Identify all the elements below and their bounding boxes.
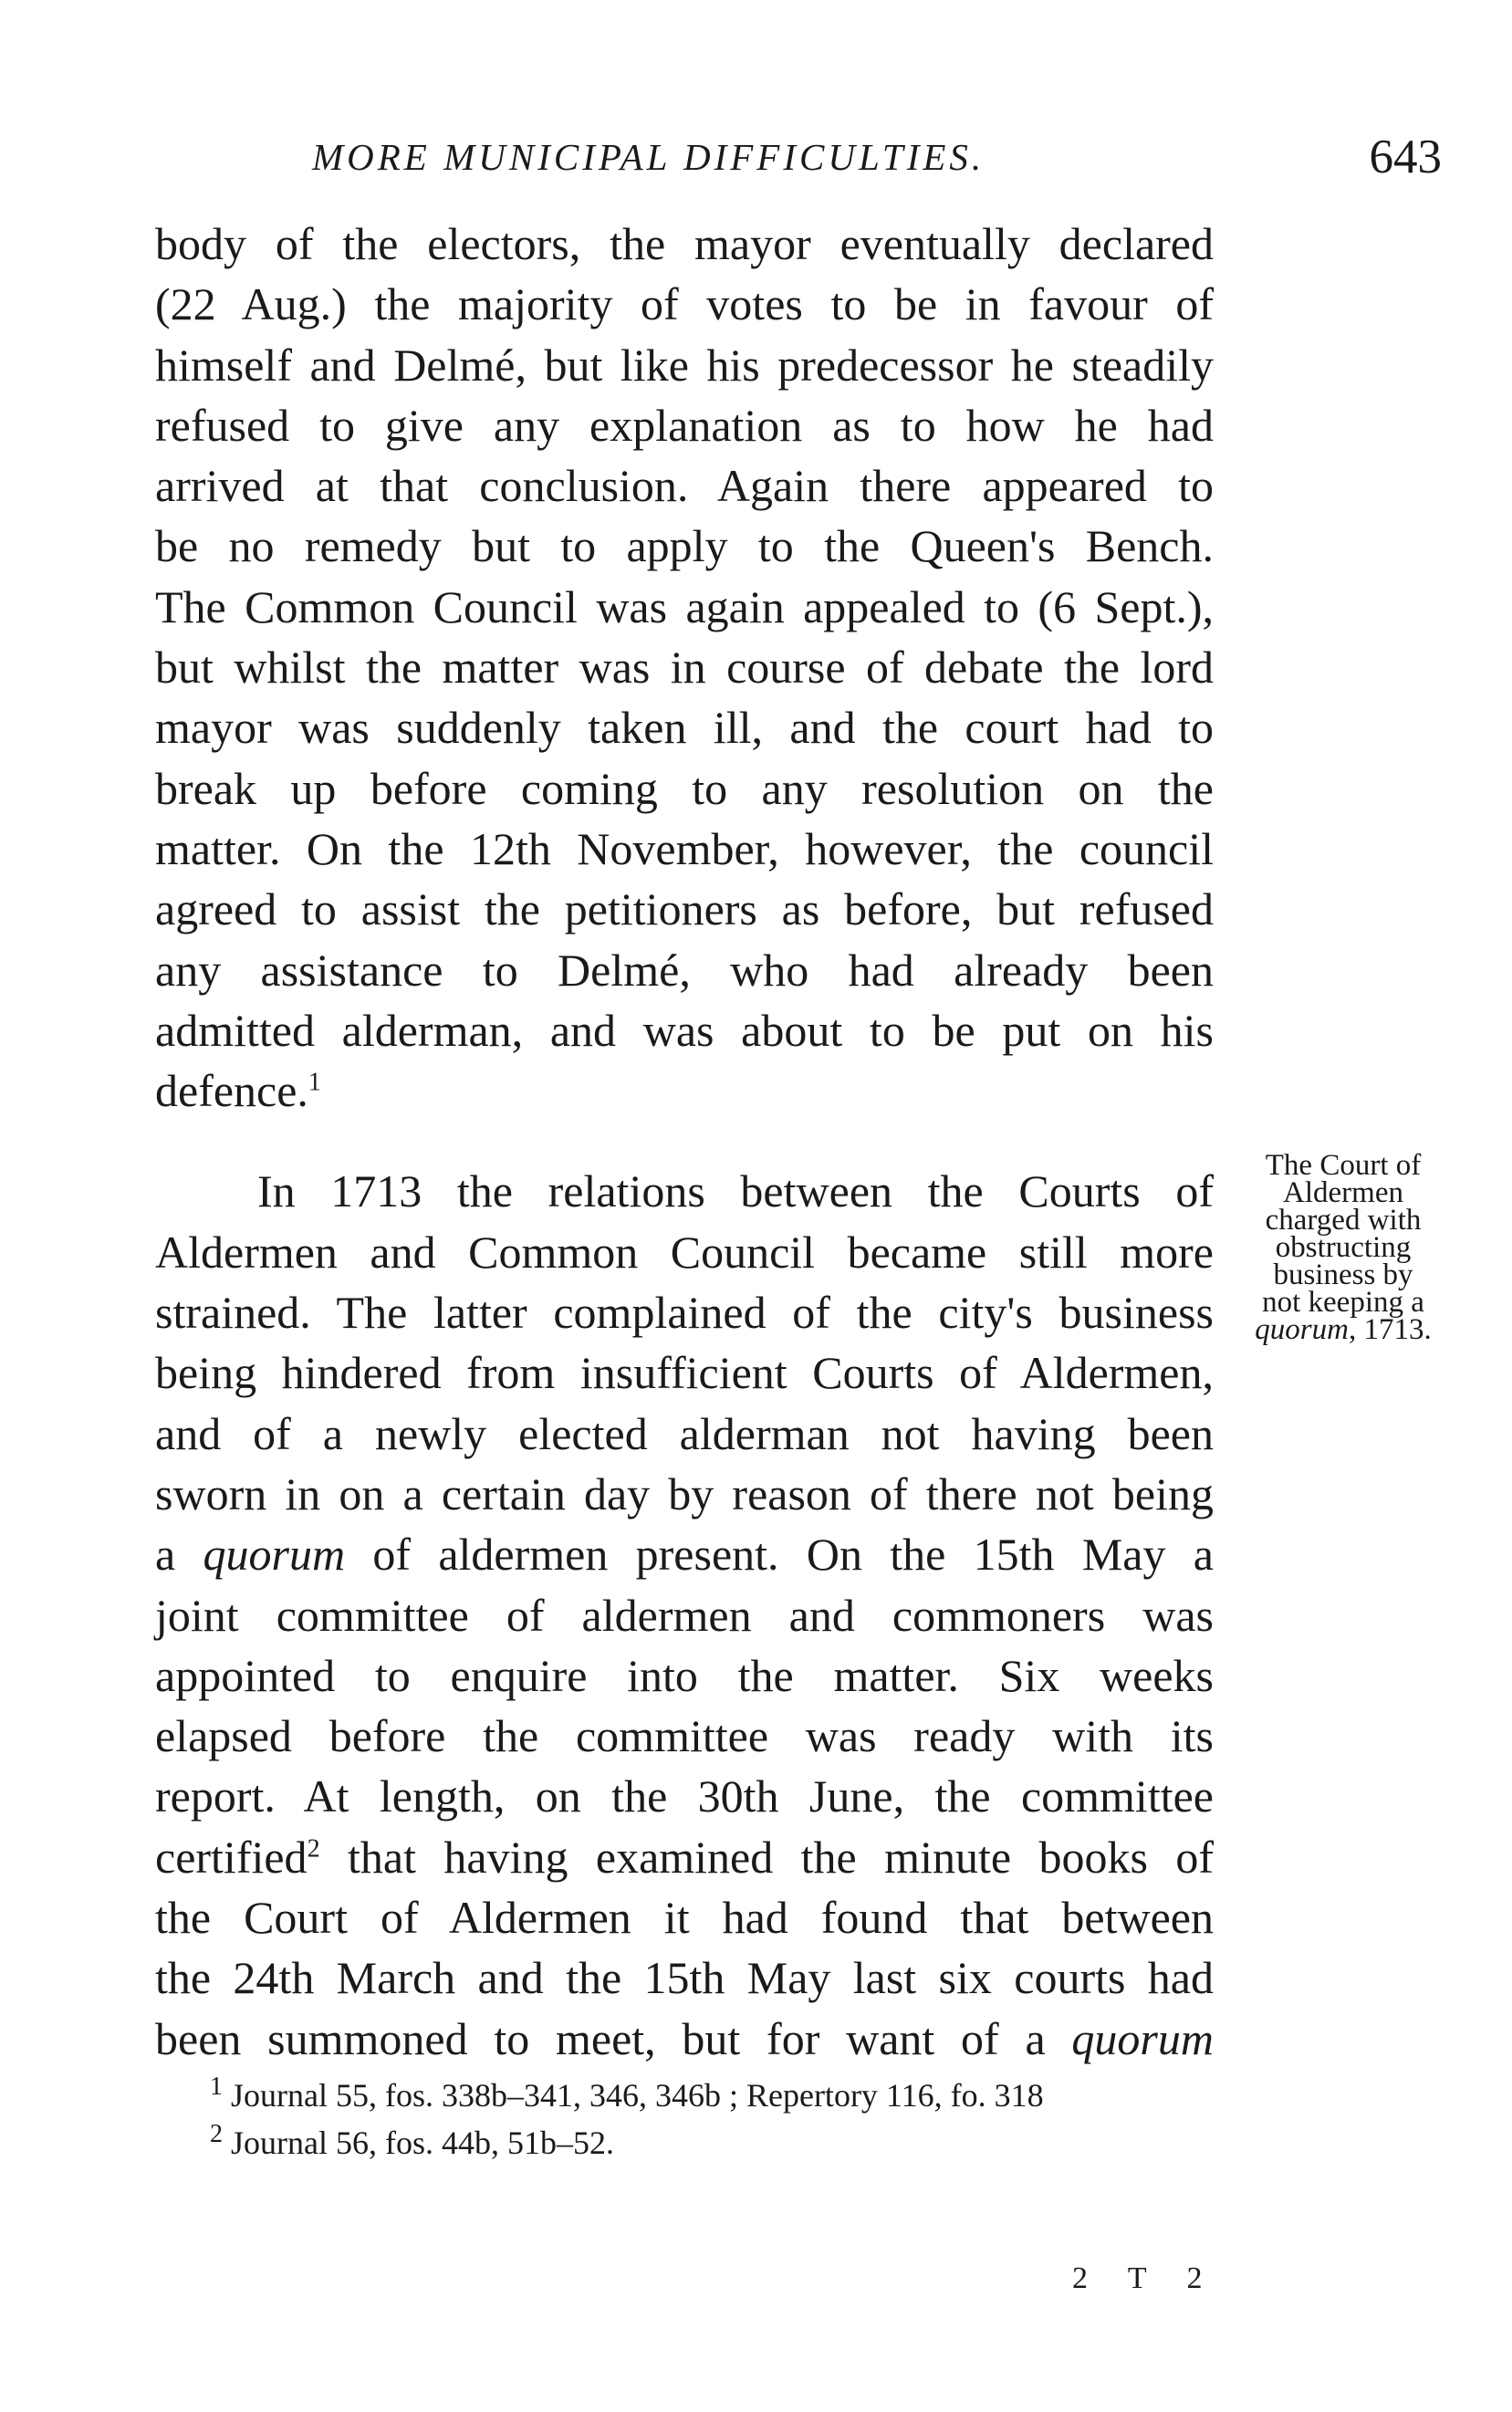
footnotes bbox=[210, 2072, 1259, 2167]
text-line: refused to give any explanation as to how he had bbox=[155, 399, 1214, 451]
margin-note-line: Aldermen bbox=[1283, 1176, 1403, 1209]
text-line: himself and Delmé, but like his predecessor he steadily bbox=[155, 339, 1214, 391]
body-text bbox=[155, 214, 1214, 2069]
text-line: admitted alderman, and was about to be put on his bbox=[155, 1004, 1214, 1056]
text-run: of aldermen present. On the 15th May a bbox=[345, 1529, 1214, 1581]
margin-note-line: The Court of bbox=[1265, 1149, 1422, 1182]
margin-note bbox=[1234, 1149, 1453, 1346]
text-line: elapsed before the committee was ready with its bbox=[155, 1710, 1214, 1762]
text-run: a bbox=[155, 1529, 203, 1581]
text-line: sworn in on a certain day by reason of there not being bbox=[155, 1467, 1214, 1519]
text-line: appointed to enquire into the matter. Six weeks bbox=[155, 1649, 1214, 1701]
text-line: agreed to assist the petitioners as before, but refused bbox=[155, 883, 1214, 935]
margin-note-line: obstructing bbox=[1275, 1231, 1412, 1264]
text-line: being hindered from insufficient Courts of Aldermen, bbox=[155, 1347, 1214, 1399]
footnote bbox=[210, 2119, 1259, 2167]
text-line: the Court of Aldermen it had found that between bbox=[155, 1892, 1214, 1944]
text-line: body of the electors, the mayor eventually declared bbox=[155, 218, 1214, 269]
margin-note-line: business by bbox=[1273, 1258, 1413, 1291]
text-line: but whilst the matter was in course of debate the lord bbox=[155, 642, 1214, 694]
text-line: joint committee of aldermen and commoners was bbox=[155, 1589, 1214, 1641]
margin-note-italic: quorum bbox=[1255, 1313, 1349, 1346]
text-line bbox=[155, 2009, 1214, 2069]
footnote bbox=[210, 2072, 1259, 2119]
text-line: The Common Council was again appealed to (6 Sept.), bbox=[155, 580, 1214, 632]
text-run: that having examined the minute books of bbox=[319, 1831, 1214, 1883]
text-line: matter. On the 12th November, however, the council bbox=[155, 822, 1214, 874]
italic-quorum: quorum bbox=[1071, 2012, 1214, 2064]
footnote-marker: 2 bbox=[210, 2120, 223, 2148]
text-line: the 24th March and the 15th May last six courts had bbox=[155, 1952, 1214, 2004]
footnote-ref: 1 bbox=[308, 1068, 321, 1097]
margin-note-line: charged with bbox=[1265, 1204, 1422, 1237]
running-head: MORE MUNICIPAL DIFFICULTIES. bbox=[312, 136, 985, 178]
margin-note-year: , 1713. bbox=[1348, 1313, 1432, 1346]
text-run: defence. bbox=[155, 1065, 308, 1117]
text-line: (22 Aug.) the majority of votes to be in favour of bbox=[155, 278, 1214, 330]
text-line bbox=[155, 1060, 1214, 1121]
text-line bbox=[155, 1827, 1214, 1887]
text-line: be no remedy but to apply to the Queen's Bench. bbox=[155, 520, 1214, 572]
text-run: certified bbox=[155, 1831, 308, 1883]
footnote-ref: 2 bbox=[307, 1834, 320, 1864]
text-line: break up before coming to any resolution on the bbox=[155, 762, 1214, 814]
margin-note-line bbox=[1234, 1313, 1453, 1346]
text-line: arrived at that conclusion. Again there appeared to bbox=[155, 460, 1214, 512]
italic-quorum: quorum bbox=[203, 1529, 346, 1581]
text-line bbox=[155, 1524, 1214, 1584]
text-line: mayor was suddenly taken ill, and the court had to bbox=[155, 702, 1214, 754]
text-line: report. At length, on the 30th June, the committee bbox=[155, 1770, 1214, 1822]
text-line: Aldermen and Common Council became still more bbox=[155, 1226, 1214, 1278]
text-line: strained. The latter complained of the city's business bbox=[155, 1287, 1214, 1339]
text-line: and of a newly elected alderman not having been bbox=[155, 1407, 1214, 1459]
margin-note-line: not keeping a bbox=[1262, 1286, 1424, 1319]
text-line: In 1713 the relations between the Courts of bbox=[257, 1165, 1214, 1217]
footnote-text: Journal 55, fos. 338b–341, 346, 346b ; Repertory 116, fo. 318 bbox=[231, 2077, 1044, 2114]
footnote-text: Journal 56, fos. 44b, 51b–52. bbox=[231, 2125, 614, 2161]
signature-mark: 2 T 2 bbox=[1072, 2261, 1219, 2295]
text-line: any assistance to Delmé, who had already been bbox=[155, 944, 1214, 996]
page-header bbox=[146, 130, 1442, 193]
footnote-marker: 1 bbox=[210, 2073, 223, 2101]
text-run: been summoned to meet, but for want of a bbox=[155, 2012, 1072, 2064]
page-number: 643 bbox=[1369, 131, 1442, 183]
